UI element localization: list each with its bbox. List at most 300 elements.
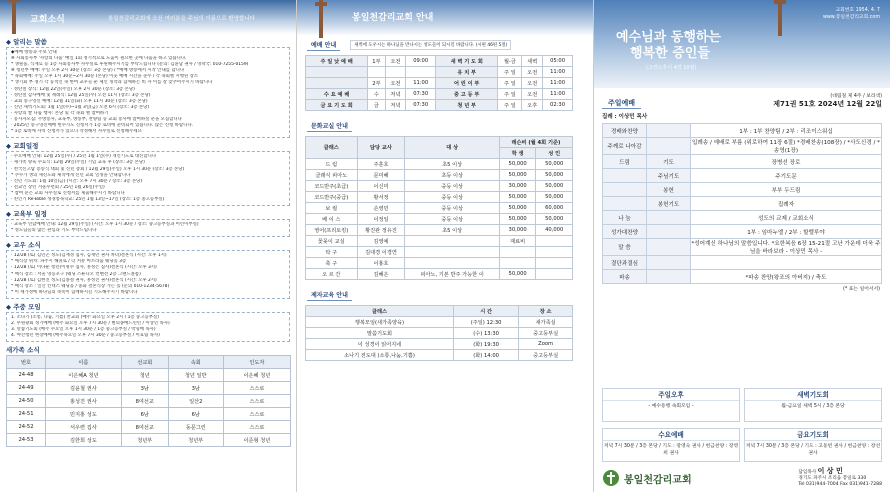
culture-cell <box>499 258 536 269</box>
education-title: ◆ 교육부 일정 <box>6 210 47 219</box>
worship-cell: 수 요 예 배 <box>306 89 368 100</box>
training-table <box>305 305 573 361</box>
order-sublabel: 봉헌 <box>647 183 691 197</box>
address: 경기도 파주시 조리읍 봉일로 330 <box>798 476 867 481</box>
cross-icon <box>315 0 327 38</box>
order-row <box>603 270 882 284</box>
order-sublabel: 기도 <box>647 155 691 169</box>
worship-cell: 어 린 이 부 <box>436 78 498 89</box>
notice-line: · 교육부 연합예배 안내: 12월 29일(주일) (시간: 오후 1시 30분 / 장소: 중고등부실과 어린이부실) <box>11 222 199 228</box>
culture-cell <box>536 247 573 258</box>
culture-cell <box>405 247 499 258</box>
cross-icon <box>774 0 786 36</box>
worship-cell: 오전 <box>385 78 406 89</box>
reg-number: 교회번호 1954. 4. 7 <box>835 8 880 13</box>
worship-table <box>305 55 573 111</box>
guide-title: 봉일천감리교회 안내 <box>352 13 434 23</box>
training-tab: 제자교육 안내 <box>307 289 352 301</box>
newcomer-cell: 3남 <box>168 382 223 395</box>
order-sublabel <box>647 270 691 284</box>
order-value: 집례자 <box>691 197 882 211</box>
weekly-meetings-title: ◆ 주중 모임 <box>6 302 41 311</box>
card-body: 저녁 7시 30분 / 3층 본당 / 기도 : 고동빈 권사 / 헌금찬양 : 장선 권사 <box>745 444 881 456</box>
newcomer-row <box>7 434 291 447</box>
worship-label: 주일예배 <box>602 98 641 109</box>
pastor-name: 이 상 민 <box>817 467 843 475</box>
newcomer-row <box>7 408 291 421</box>
order-sublabel <box>647 239 691 256</box>
col-class: 클래스 <box>306 137 358 159</box>
culture-cell: 초등 이상 <box>405 170 499 181</box>
col-teacher: 담당 교사 <box>357 137 405 159</box>
notice-line: * 참여 분은 교회 사무실로 신청서를 제출해주시기 바랍니다 <box>11 190 125 196</box>
worship-row <box>306 89 573 100</box>
newcomer-header-cell: 번호 <box>7 356 46 369</box>
church-name: 봉일천감리교회 <box>624 474 692 486</box>
newcomer-cell: 24-49 <box>7 382 46 395</box>
training-header-cell: 장 소 <box>519 306 573 317</box>
sunday-afternoon-card <box>602 388 740 422</box>
newcomer-cell: 일산2 <box>168 395 223 408</box>
newcomer-cell: 이준형 청년 <box>223 434 290 447</box>
worship-cell: 11:00 <box>543 89 573 100</box>
newcomer-cell: 이은혜A 청년 <box>45 369 121 382</box>
newcomer-cell: 청년부 <box>121 434 168 447</box>
culture-cell: 50,000 <box>499 214 536 225</box>
culture-cell: 중등 이상 <box>405 181 499 192</box>
notice-line: · 친인기 Re-Bible 성경통독학교: 25년 1월 13일~17일 (장소: 1층 중고등부실) <box>11 196 165 202</box>
culture-row <box>306 269 573 280</box>
culture-cell: 코드반주(중급) <box>306 192 358 203</box>
worship-cell <box>368 67 385 78</box>
order-sublabel: 주님기도 <box>647 169 691 183</box>
worship-cell: 유 치 부 <box>436 67 498 78</box>
order-row <box>603 256 882 270</box>
worship-cell <box>306 78 368 89</box>
leader-line: 집례 : 이상민 목사 <box>602 114 648 120</box>
site-link[interactable]: www.봉일천감리교회.com <box>822 15 880 20</box>
cross-icon <box>8 0 20 34</box>
newcomer-cell: 김윤철 권사 <box>45 382 121 395</box>
culture-row <box>306 258 573 269</box>
training-cell: 행복모임(새가족양육) <box>306 317 454 328</box>
notice-line: * 속회예배: 주일 오후 1시 30분~2시 30분 (본당) 이웃 예배 시간을 준수 / 각 속회별 시행된 장소 <box>11 74 199 80</box>
notice-line: · 전교인 장년 겨울수련회 / 25년 1월 26일(주일) <box>11 184 105 190</box>
notice-line: 1. 소나기 (소통, 나눔, 기쁨) 찬교회 (매주 화요일 오후 2시 / 1층 중고등부실) <box>11 314 159 320</box>
worship-cell: 저녁 <box>385 89 406 100</box>
friday-prayer-card <box>744 428 882 462</box>
worship-cell: 오전 <box>522 67 543 78</box>
order-value: 1부 : 1부 찬양팀 / 2부 : 리조이스워십 <box>691 124 882 138</box>
worship-cell: 주 일 <box>498 67 522 78</box>
notice-line: · 신년 새벽기도회: 1월 1일(수)~1월 3일(금) 오전 6시 (장소: 3층 본당) <box>11 104 150 110</box>
culture-cell <box>405 236 499 247</box>
training-row <box>306 339 573 350</box>
order-value: 부부 두드림 <box>691 183 882 197</box>
pastor-label: 담임목사 <box>798 470 817 475</box>
newcomer-header-cell: 이름 <box>45 356 121 369</box>
order-row <box>603 169 882 183</box>
culture-cell: 베 이 스 <box>306 214 358 225</box>
newcomer-cell: 스스로 <box>223 408 290 421</box>
notice-line: · 사랑의 쌀 나눔 행사: 본당 및 각 속회 별 참여하기 <box>11 110 109 116</box>
notice-line: · 12/28 (토) 김민곤 성도(김재경 집사, 김재민 권사 차녀)결혼식 (시간: 오후 1시) <box>11 253 167 259</box>
newcomer-header-cell: 인도자 <box>223 356 290 369</box>
news-subtitle: 봉일천감리교회에 오신 여러분을 주님의 이름으로 환영합니다 <box>108 16 255 22</box>
worship-cell: 07:30 <box>406 89 436 100</box>
order-label: 성가대찬양 <box>603 225 647 239</box>
culture-cell: 탁 구 <box>306 247 358 258</box>
newcomer-cell: 청년 일반 <box>168 369 223 382</box>
training-cell: 말씀기도회 <box>306 328 454 339</box>
culture-cell: 문미혜 <box>357 170 405 181</box>
culture-row <box>306 181 573 192</box>
training-row <box>306 350 573 361</box>
culture-cell: 손영민 <box>357 203 405 214</box>
notice-line: * 예식 장소 : 서울 영등포구 (웨딩 스튜디오 컨벤션 2층 그랜드볼룸) <box>11 271 141 277</box>
guide-panel <box>297 0 594 492</box>
schedule-title: ◆ 교회일정 <box>6 142 39 151</box>
training-header-cell: 시 간 <box>453 306 518 317</box>
notice-line: · 12/28 (토) 이다운 청년(이명수 집사, 홍정은 집사)결혼식 (시간: 오후 3시) <box>11 265 157 271</box>
newcomer-header-cell: 속회 <box>168 356 223 369</box>
worship-cell: 새벽 <box>522 56 543 67</box>
education-box <box>6 219 290 237</box>
culture-cell: 꽃꽂이 교실 <box>306 236 358 247</box>
worship-cell: 금 <box>368 100 385 111</box>
order-label: 말 씀 <box>603 239 647 256</box>
card-body: - 예수동행 속회모임 - <box>648 404 694 409</box>
cover-panel <box>594 0 890 492</box>
newcomer-cell: 동문그린 <box>168 421 223 434</box>
culture-cell: 중등 이상 <box>405 192 499 203</box>
culture-cell: 50,000 <box>536 192 573 203</box>
order-value: 성도의 교제 / 교회소식 <box>691 211 882 225</box>
training-cell: 소나기 전도대 (소통,나눔,기쁨) <box>306 350 454 361</box>
culture-cell: 재료비 <box>499 236 536 247</box>
news-panel <box>0 0 297 492</box>
newcomer-row <box>7 421 291 434</box>
culture-cell: 주훈호 <box>357 159 405 170</box>
weekly-meetings-box <box>6 312 290 342</box>
culture-row <box>306 225 573 236</box>
training-cell: 중고등부실 <box>519 328 573 339</box>
newcomer-row <box>7 369 291 382</box>
culture-cell: 50,000 <box>536 214 573 225</box>
worship-cell: 주 일 <box>498 78 522 89</box>
worship-row <box>306 56 573 67</box>
culture-cell: 30,000 <box>499 181 536 192</box>
notice-line: * 생기회 부 정기 각 등적인 속 한여 교우들 순 제인 정작과 함께하는 비 자 이를 잘 맞추어주시기 바랍니다 <box>11 80 213 86</box>
order-value: 입례송 / 예배로 부름 (위로하여 11장 6절) *경배찬송(108장) / *사도신경 / *송영(1장) <box>691 138 882 155</box>
schedule-box <box>6 151 290 206</box>
worship-note: 새벽에 도우시는 하나님을 만나시는 성도들이 되시길 바랍니다. (시편 46편 5절) <box>350 40 511 50</box>
notice-line: · 봉사자모집: 주방봉사, 교육부, 방송부, 찬양팀 등 교회 봉사에 참여하실 분을 모집합니다 <box>11 117 182 123</box>
notice-line: 4. 야간청년 현장예배 (매주목요일 오후 7시 30분 / 중고등부실 / 이효림 목사) <box>11 333 160 339</box>
newcomer-cell: 스스로 <box>223 421 290 434</box>
culture-cell: 오 르 간 <box>306 269 358 280</box>
newcomer-cell: 민지홍 성도 <box>45 408 121 421</box>
worship-cell: 주 일 <box>498 100 522 111</box>
order-label: 드림 <box>603 155 647 169</box>
reg-info <box>823 6 880 20</box>
cover-title <box>616 30 721 62</box>
newcomer-header-cell: 선교회 <box>121 356 168 369</box>
worship-row <box>306 100 573 111</box>
culture-row <box>306 170 573 181</box>
culture-cell: 김대경 이경연 <box>357 247 405 258</box>
newcomer-cell: 스스로 <box>223 382 290 395</box>
notice-line: ※ 사회봉사부 '사랑의 나눔' 매일 1회 정기적으로 도움이 필요한 곳에 나눔을 하고 있습니다. <box>11 56 187 62</box>
members-news-box <box>6 250 290 299</box>
culture-cell: 영어(프리토킹) <box>306 225 358 236</box>
training-row <box>306 328 573 339</box>
notice-line: · 성탄절 장식: 12월 22일(주일) 오후 2시 30분 (장소: 3층 본당) <box>11 86 135 92</box>
newcomer-cell: 8여선교 <box>121 421 168 434</box>
culture-cell: 50,000 <box>499 269 536 280</box>
culture-cell: 이홍호 <box>357 258 405 269</box>
newcomer-cell: 24-51 <box>7 408 46 421</box>
card-title: 금요기도회 <box>745 429 881 441</box>
newcomer-title: 새가족 소식 <box>6 346 40 355</box>
order-label: 나 눔 <box>603 211 647 225</box>
training-row <box>306 317 573 328</box>
culture-row <box>306 214 573 225</box>
culture-cell: 초5 이상 <box>405 159 499 170</box>
newcomer-cell: 청년부 <box>168 434 223 447</box>
notice-line: · 12/28 (토) 김현진 성도(김종철 권사, 홍성진 권사)결혼식 (시간: 오후 2시) <box>11 277 157 283</box>
dawn-prayer-card <box>744 388 882 422</box>
culture-cell: 코드반주(초급) <box>306 181 358 192</box>
culture-cell <box>499 247 536 258</box>
culture-tab: 문화교실 안내 <box>307 120 352 132</box>
order-label: 결단과결심 <box>603 256 647 270</box>
worship-cell: 수 <box>368 89 385 100</box>
worship-cell: 오전 <box>385 56 406 67</box>
notice-line: · 2025년 송구영신예배 헌수가도 신청서가 1층 로비에 준비되어 있습니다. 많은 신청 바랍니다. <box>11 123 193 129</box>
culture-cell: 50,000 <box>499 203 536 214</box>
card-title: 주일오후 <box>603 389 739 401</box>
worship-cell: 1부 <box>368 56 385 67</box>
culture-row <box>306 236 573 247</box>
order-row <box>603 197 882 211</box>
culture-cell <box>405 258 499 269</box>
worship-cell: 주 일 <box>498 89 522 100</box>
card-title: 새벽기도회 <box>745 389 881 401</box>
order-label <box>603 197 647 211</box>
worship-cell <box>385 67 406 78</box>
stand-note: (* 표는 일어서서) <box>843 287 880 292</box>
order-sublabel: 봉헌기도 <box>647 197 691 211</box>
worship-cell: 오전 <box>522 89 543 100</box>
notice-line: · 신년 기도회: 1월 10일(금) (시간: 오후 7시 30분 / 장소: 3층 본당) <box>11 178 143 184</box>
notice-line: · 교회 송구영신 예배: 12월 31일(화) 오후 11시 30분 (장소: 3층 본당) <box>11 98 148 104</box>
newcomer-row <box>7 382 291 395</box>
training-cell: 이 성경이 읽어지네 <box>306 339 454 350</box>
culture-cell: 피아노, 기본 반주 가능한 이 <box>405 269 499 280</box>
guide-header <box>297 0 593 36</box>
culture-cell: 김혜은 <box>357 269 405 280</box>
order-of-worship-table <box>602 123 882 284</box>
newcomer-cell: 서우련 집사 <box>45 421 121 434</box>
newcomer-cell: 3남 <box>121 382 168 395</box>
order-value: 주기도문 <box>691 169 882 183</box>
order-row <box>603 239 882 256</box>
notice-line: ※ 청년부 예배: 주일 오후 2시 30분 (장소: 3층 본당) / *예배 방송에서 시작 안내를 합니다 <box>11 68 185 74</box>
culture-cell: 황진관 정유진 <box>357 225 405 236</box>
training-cell: (수) 13:30 <box>453 328 518 339</box>
training-cell: (주일) 12:30 <box>453 317 518 328</box>
volume-note: (대림절 제 4주 / 보라색) <box>830 94 882 99</box>
newcomer-cell: 홍성진 권사 <box>45 395 121 408</box>
notice-line: * 이 세가정에 하나님의 축복이 함께하시길 기도해주시기 바랍니다 <box>11 289 138 295</box>
order-value: 1부 : 임마누엘 / 2부 : 할렐루야 <box>691 225 882 239</box>
order-row <box>603 138 882 155</box>
culture-cell: 클래식 피아노 <box>306 170 358 181</box>
worship-cell: 11:00 <box>543 78 573 89</box>
cover-verse: (고린도후서 4장 10절) <box>646 65 697 71</box>
culture-cell: 초5 이상 <box>405 225 499 236</box>
culture-cell: 이신미 <box>357 181 405 192</box>
announce-title: ◆ 알리는 말씀 <box>6 38 47 46</box>
phone-fax: Tel 031)944-7004 Fax 031)941-7288 <box>798 482 882 487</box>
col-adult: 성 인 <box>536 148 573 159</box>
col-student: 학 생 <box>499 148 536 159</box>
order-sublabel <box>647 225 691 239</box>
worship-cell: 05:00 <box>543 56 573 67</box>
cover-title-line2: 행복한 증인들 <box>630 46 710 61</box>
notice-line: * 1층 로비에 사역 신청서가 있으니 작성해서 사무실로 신청해주세요 <box>11 129 142 135</box>
notice-line: 3. 말씀기도회 (매주 수요일 오후 1시 30분 / 1층 중고등부실 / 박형배 목사) <box>11 327 156 333</box>
cover-title-line1: 예수님과 동행하는 <box>616 30 721 45</box>
culture-cell <box>536 269 573 280</box>
training-cell: 중고등부실 <box>519 350 573 361</box>
culture-row <box>306 159 573 170</box>
order-label: 경배와찬양 <box>603 124 647 138</box>
worship-cell: 금 요 기 도 회 <box>306 100 368 111</box>
culture-cell: 이정일 <box>357 214 405 225</box>
order-row <box>603 183 882 197</box>
culture-cell: 김영예 <box>357 236 405 247</box>
news-title: 교회소식 <box>30 15 65 25</box>
newcomer-cell: 24-48 <box>7 369 46 382</box>
notice-line: · 천국신고탑 봉송식 대회 및 신년 총회 / 12월 29일(주일) 오후 1시 30분 (장소: 3층 본당) <box>11 166 185 172</box>
culture-cell: 축 구 <box>306 258 358 269</box>
newcomer-cell: 24-52 <box>7 421 46 434</box>
order-value: 장병선 장로 <box>691 155 882 169</box>
newcomer-cell: 이은혜 청년 <box>223 369 290 382</box>
church-logo-icon <box>602 469 620 487</box>
worship-cell: 저녁 <box>385 100 406 111</box>
culture-cell: 황서정 <box>357 192 405 203</box>
news-header <box>0 0 296 34</box>
worship-cell: 09:00 <box>406 56 436 67</box>
notice-line: * 성도님들의 많은 관심과 기도 부탁드립니다 <box>11 228 97 234</box>
training-cell: (화) 14:00 <box>453 350 518 361</box>
order-sublabel <box>647 138 691 155</box>
col-fee: 레슨비 (월 4회 기준) <box>499 137 572 148</box>
card-title: 수요예배 <box>603 429 739 441</box>
wednesday-worship-card <box>602 428 740 462</box>
culture-row <box>306 192 573 203</box>
announce-box <box>6 47 290 138</box>
worship-cell: 중 고 등 부 <box>436 89 498 100</box>
newcomer-cell: 24-53 <box>7 434 46 447</box>
order-value: *파송 찬양(왕조의 아버지) / 축도 <box>691 270 882 284</box>
culture-cell: 중등 이상 <box>405 203 499 214</box>
worship-cell <box>306 67 368 78</box>
newcomer-row <box>7 395 291 408</box>
card-body: 월-금요일 새벽 5시 / 3층 본당 <box>781 404 845 409</box>
training-cell: Zoom <box>519 339 573 350</box>
culture-cell: 보 컬 <box>306 203 358 214</box>
culture-cell: 50,000 <box>536 170 573 181</box>
training-cell: 새가족실 <box>519 317 573 328</box>
newcomer-cell: 김한희 성도 <box>45 434 121 447</box>
worship-cell: 11:00 <box>543 67 573 78</box>
newcomer-cell: 스스로 <box>223 395 290 408</box>
footer <box>602 466 882 490</box>
worship-cell: 새 벽 기 도 회 <box>436 56 498 67</box>
newcomer-cell: 6남 <box>168 408 223 421</box>
order-label <box>603 183 647 197</box>
culture-table <box>305 136 573 280</box>
members-news-title: ◆ 교우 소식 <box>6 241 41 250</box>
worship-cell: 11:00 <box>406 78 436 89</box>
culture-row <box>306 203 573 214</box>
notice-line: * 생필품, 식재료 등 1층 사회봉사부 사무실로 후원해주시기를 부탁드립니다 (문의: 김윤남 권사 / 영락국: 010-7255-0159) <box>11 62 249 68</box>
order-row <box>603 124 882 138</box>
order-row <box>603 155 882 169</box>
culture-row <box>306 247 573 258</box>
order-sublabel <box>647 256 691 270</box>
culture-cell: 중등 이상 <box>405 214 499 225</box>
worship-cell: 오후 <box>522 100 543 111</box>
order-value <box>691 256 882 270</box>
culture-cell: 40,000 <box>536 225 573 236</box>
culture-cell: 50,000 <box>499 159 536 170</box>
newcomer-cell: 8여선교 <box>121 395 168 408</box>
volume-date: 제71권 51호 2024년 12월 22일 <box>773 100 882 108</box>
worship-tab: 예배 안내 <box>307 39 340 51</box>
culture-cell: 50,000 <box>536 181 573 192</box>
worship-cell <box>406 67 436 78</box>
order-sublabel <box>647 211 691 225</box>
culture-cell: 50,000 <box>499 192 536 203</box>
cover-header <box>594 0 890 88</box>
culture-cell: 60,000 <box>536 203 573 214</box>
order-label: 파송 <box>603 270 647 284</box>
notice-line: ◆예배 방송과 주보 안내 <box>11 50 57 55</box>
order-label: 주께로 나아감 <box>603 138 647 155</box>
order-sublabel <box>647 124 691 138</box>
culture-cell <box>536 236 573 247</box>
order-row <box>603 211 882 225</box>
worship-cell: 02:30 <box>543 100 573 111</box>
order-value: *성어계신 하나님의 말씀입니다. *요한복음 6장 15-21절 고난 가운데 더욱 주님을 바라보라 - 이상민 목사 - <box>691 239 882 256</box>
worship-row <box>306 67 573 78</box>
newcomer-cell: 청년 <box>121 369 168 382</box>
culture-cell <box>536 258 573 269</box>
notice-line: * 추수가 생의 새신도와 제직에게 신년 교회 일정을 안내합니다 <box>11 172 131 178</box>
culture-cell: 50,000 <box>536 159 573 170</box>
worship-cell: 청 년 부 <box>436 100 498 111</box>
training-cell: (화) 19:30 <box>453 339 518 350</box>
card-body: 저녁 7시 30분 / 3층 본당 / 기도 : 장영숙 권사 / 헌금찬양 : 장영희 권사 <box>603 444 739 456</box>
notice-line: * 예식장 위치: 파주시 해솔로 / 더 커뮤 아트라움 웨딩홀 3층 <box>11 259 127 265</box>
training-header-cell: 클래스 <box>306 306 454 317</box>
worship-cell: 2부 <box>368 78 385 89</box>
